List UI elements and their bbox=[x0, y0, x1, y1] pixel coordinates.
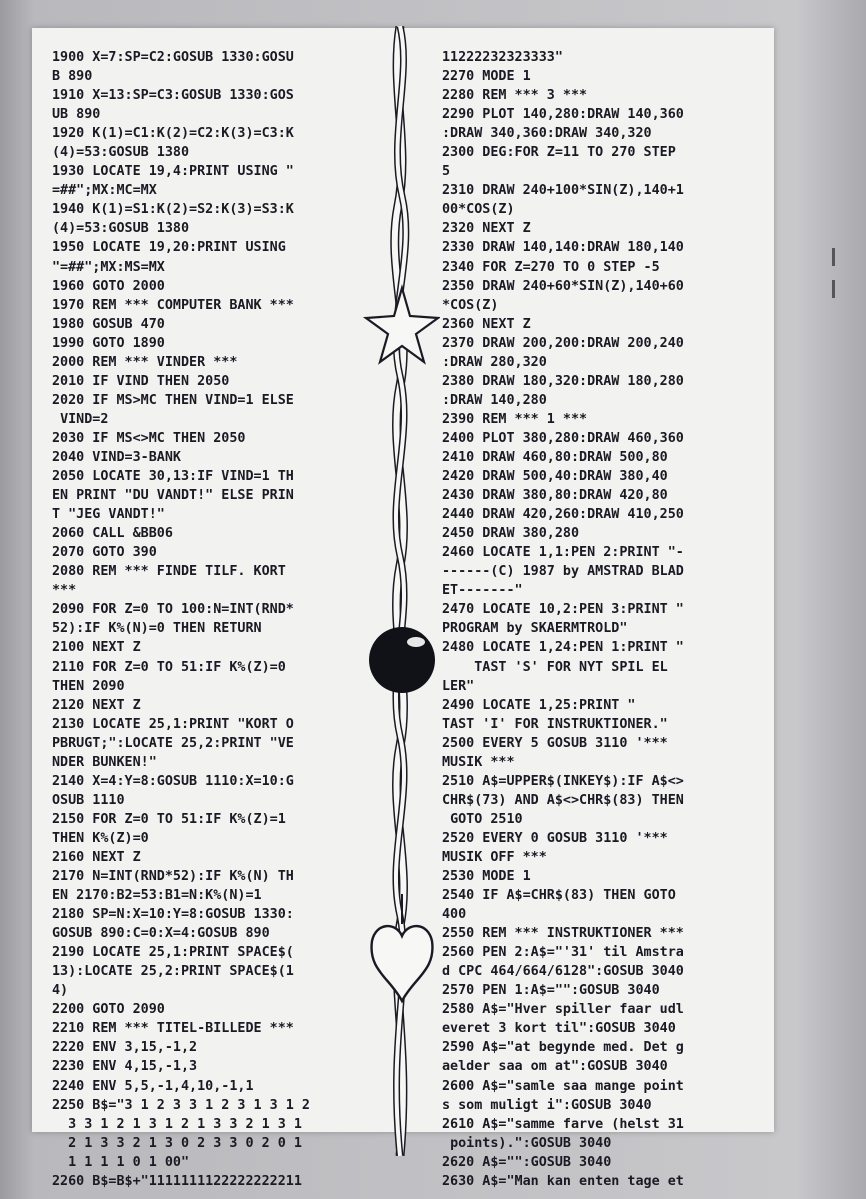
code-line: TAST 'S' FOR NYT SPIL EL bbox=[442, 659, 668, 675]
edge-mark bbox=[832, 248, 835, 266]
code-line: d CPC 464/664/6128":GOSUB 3040 bbox=[442, 964, 684, 980]
code-line: 2140 X=4:Y=8:GOSUB 1110:X=10:G bbox=[52, 773, 294, 789]
code-line: 1 1 1 1 0 1 00" bbox=[52, 1154, 190, 1170]
code-line: PBRUGT;":LOCATE 25,2:PRINT "VE bbox=[52, 735, 294, 751]
code-line: (4)=53:GOSUB 1380 bbox=[52, 145, 190, 161]
code-line: 2300 DEG:FOR Z=11 TO 270 STEP bbox=[442, 145, 676, 161]
code-line: GOTO 2510 bbox=[442, 811, 523, 827]
code-line: 2090 FOR Z=0 TO 100:N=INT(RND* bbox=[52, 602, 294, 618]
code-line: =##";MX:MC=MX bbox=[52, 183, 157, 199]
code-line: 2590 A$="at begynde med. Det g bbox=[442, 1040, 684, 1056]
code-line: :DRAW 340,360:DRAW 340,320 bbox=[442, 126, 652, 142]
code-line: 2460 LOCATE 1,1:PEN 2:PRINT "- bbox=[442, 545, 684, 561]
code-line: 2410 DRAW 460,80:DRAW 500,80 bbox=[442, 449, 668, 465]
code-line: 2550 REM *** INSTRUKTIONER *** bbox=[442, 926, 684, 942]
code-line: 13):LOCATE 25,2:PRINT SPACE$(1 bbox=[52, 964, 294, 980]
code-line: 2030 IF MS<>MC THEN 2050 bbox=[52, 430, 246, 446]
code-line: 2000 REM *** VINDER *** bbox=[52, 354, 238, 370]
heart-icon bbox=[372, 926, 433, 1001]
code-line: 2570 PEN 1:A$="":GOSUB 3040 bbox=[442, 983, 660, 999]
code-line: THEN 2090 bbox=[52, 678, 125, 694]
code-line: 2400 PLOT 380,280:DRAW 460,360 bbox=[442, 430, 684, 446]
code-line: 1980 GOSUB 470 bbox=[52, 316, 165, 332]
code-line: 2190 LOCATE 25,1:PRINT SPACE$( bbox=[52, 945, 294, 961]
code-line: *COS(Z) bbox=[442, 297, 499, 313]
code-line: VIND=2 bbox=[52, 411, 109, 427]
code-line: CHR$(73) AND A$<>CHR$(83) THEN bbox=[442, 792, 684, 808]
code-line: 1900 X=7:SP=C2:GOSUB 1330:GOSU bbox=[52, 50, 294, 65]
black-ball-icon bbox=[369, 627, 435, 693]
code-line: 2330 DRAW 140,140:DRAW 180,140 bbox=[442, 240, 684, 256]
code-line: :DRAW 140,280 bbox=[442, 392, 547, 408]
code-line: UB 890 bbox=[52, 107, 101, 123]
code-line: 2540 IF A$=CHR$(83) THEN GOTO bbox=[442, 888, 676, 904]
code-line: 2310 DRAW 240+100*SIN(Z),140+1 bbox=[442, 183, 684, 199]
code-line: points).":GOSUB 3040 bbox=[442, 1135, 612, 1151]
code-line: 2370 DRAW 200,200:DRAW 200,240 bbox=[442, 335, 684, 351]
code-line: OSUB 1110 bbox=[52, 792, 125, 808]
code-line: 2360 NEXT Z bbox=[442, 316, 531, 332]
code-line: 2170 N=INT(RND*52):IF K%(N) TH bbox=[52, 869, 294, 885]
code-line: 1950 LOCATE 19,20:PRINT USING bbox=[52, 240, 286, 256]
code-line: 2280 REM *** 3 *** bbox=[442, 88, 588, 104]
left-code-column bbox=[52, 48, 374, 1191]
code-line: 2450 DRAW 380,280 bbox=[442, 526, 580, 542]
code-line: (4)=53:GOSUB 1380 bbox=[52, 221, 190, 237]
code-line: EN 2170:B2=53:B1=N:K%(N)=1 bbox=[52, 888, 262, 904]
code-line: aelder saa om at":GOSUB 3040 bbox=[442, 1059, 668, 1075]
code-line: 2470 LOCATE 10,2:PEN 3:PRINT " bbox=[442, 602, 684, 618]
code-line: 2530 MODE 1 bbox=[442, 869, 531, 885]
code-line: 2380 DRAW 180,320:DRAW 180,280 bbox=[442, 373, 684, 389]
code-line: everet 3 kort til":GOSUB 3040 bbox=[442, 1021, 676, 1037]
code-line: 2100 NEXT Z bbox=[52, 640, 141, 656]
code-line: 2040 VIND=3-BANK bbox=[52, 449, 181, 465]
code-line: 4) bbox=[52, 983, 69, 999]
code-line: 5 bbox=[442, 164, 451, 180]
code-line: 2180 SP=N:X=10:Y=8:GOSUB 1330: bbox=[52, 907, 294, 923]
code-line: 1990 GOTO 1890 bbox=[52, 335, 165, 351]
code-line: 2120 NEXT Z bbox=[52, 697, 141, 713]
code-line: 2610 A$="samme farve (helst 31 bbox=[442, 1116, 684, 1132]
code-line: "=##";MX:MS=MX bbox=[52, 259, 165, 275]
code-line: 2110 FOR Z=0 TO 51:IF K%(Z)=0 bbox=[52, 659, 286, 675]
code-line: 2020 IF MS>MC THEN VIND=1 ELSE bbox=[52, 392, 294, 408]
code-line: NDER BUNKEN!" bbox=[52, 754, 157, 770]
code-line: 400 bbox=[442, 907, 467, 923]
code-line: 2320 NEXT Z bbox=[442, 221, 531, 237]
code-line: 2580 A$="Hver spiller faar udl bbox=[442, 1002, 684, 1018]
code-line: 1940 K(1)=S1:K(2)=S2:K(3)=S3:K bbox=[52, 202, 294, 218]
code-line: MUSIK *** bbox=[442, 754, 515, 770]
code-line: 2150 FOR Z=0 TO 51:IF K%(Z)=1 bbox=[52, 811, 286, 827]
code-line: 2340 FOR Z=270 TO 0 STEP -5 bbox=[442, 259, 660, 275]
code-line: MUSIK OFF *** bbox=[442, 849, 547, 865]
code-line: 2500 EVERY 5 GOSUB 3110 '*** bbox=[442, 735, 668, 751]
code-line: 52):IF K%(N)=0 THEN RETURN bbox=[52, 621, 262, 637]
code-line: 2130 LOCATE 25,1:PRINT "KORT O bbox=[52, 716, 294, 732]
code-line: 2070 GOTO 390 bbox=[52, 545, 157, 561]
code-line: 2630 A$="Man kan enten tage et bbox=[442, 1173, 684, 1189]
code-line: 2510 A$=UPPER$(INKEY$):IF A$<> bbox=[442, 773, 684, 789]
code-line: 2440 DRAW 420,260:DRAW 410,250 bbox=[442, 507, 684, 523]
code-line: 2420 DRAW 500,40:DRAW 380,40 bbox=[442, 469, 668, 485]
code-line: THEN K%(Z)=0 bbox=[52, 830, 149, 846]
right-code-column bbox=[442, 48, 768, 1191]
code-line: EN PRINT "DU VANDT!" ELSE PRIN bbox=[52, 488, 294, 504]
code-line: 2490 LOCATE 1,25:PRINT " bbox=[442, 697, 636, 713]
code-line: 2210 REM *** TITEL-BILLEDE *** bbox=[52, 1021, 294, 1037]
code-line: 1910 X=13:SP=C3:GOSUB 1330:GOS bbox=[52, 88, 294, 104]
code-line: LER" bbox=[442, 678, 475, 694]
code-line: 2600 A$="samle saa mange point bbox=[442, 1078, 684, 1094]
code-line: 2520 EVERY 0 GOSUB 3110 '*** bbox=[442, 830, 668, 846]
code-line: 2430 DRAW 380,80:DRAW 420,80 bbox=[442, 488, 668, 504]
code-line: 2230 ENV 4,15,-1,3 bbox=[52, 1059, 198, 1075]
code-line: 2390 REM *** 1 *** bbox=[442, 411, 588, 427]
code-line: 2270 MODE 1 bbox=[442, 69, 531, 85]
code-line: T "JEG VANDT!" bbox=[52, 507, 165, 523]
code-line: 2290 PLOT 140,280:DRAW 140,360 bbox=[442, 107, 684, 123]
code-line: 2240 ENV 5,5,-1,4,10,-1,1 bbox=[52, 1078, 254, 1094]
code-line: 3 3 1 2 1 3 1 2 1 3 3 2 1 3 1 bbox=[52, 1116, 302, 1132]
code-line: GOSUB 890:C=0:X=4:GOSUB 890 bbox=[52, 926, 270, 942]
code-line: 2480 LOCATE 1,24:PEN 1:PRINT " bbox=[442, 640, 684, 656]
code-line: *** bbox=[52, 583, 77, 599]
edge-mark bbox=[832, 280, 835, 298]
code-line: 2050 LOCATE 30,13:IF VIND=1 TH bbox=[52, 469, 294, 485]
ball-highlight bbox=[407, 637, 425, 647]
code-line: B 890 bbox=[52, 69, 93, 85]
code-line: TAST 'I' FOR INSTRUKTIONER." bbox=[442, 716, 668, 732]
code-line: 11222232323333" bbox=[442, 50, 563, 65]
code-line: 2160 NEXT Z bbox=[52, 849, 141, 865]
code-line: 2220 ENV 3,15,-1,2 bbox=[52, 1040, 198, 1056]
code-line: 2060 CALL &BB06 bbox=[52, 526, 173, 542]
code-line: :DRAW 280,320 bbox=[442, 354, 547, 370]
code-line: 2200 GOTO 2090 bbox=[52, 1002, 165, 1018]
code-line: 2560 PEN 2:A$="'31' til Amstra bbox=[442, 945, 684, 961]
code-line: 1930 LOCATE 19,4:PRINT USING " bbox=[52, 164, 294, 180]
code-line: 1970 REM *** COMPUTER BANK *** bbox=[52, 297, 294, 313]
rope-divider-illustration bbox=[360, 26, 440, 1156]
code-line: 1960 GOTO 2000 bbox=[52, 278, 165, 294]
code-line: 00*COS(Z) bbox=[442, 202, 515, 218]
code-line: 2620 A$="":GOSUB 3040 bbox=[442, 1154, 612, 1170]
code-line: PROGRAM by SKAERMTROLD" bbox=[442, 621, 628, 637]
code-line: s som muligt i":GOSUB 3040 bbox=[442, 1097, 652, 1113]
code-line: 2260 B$=B$+"1111111122222222211 bbox=[52, 1173, 302, 1189]
code-line: 2080 REM *** FINDE TILF. KORT bbox=[52, 564, 286, 580]
code-line: ------(C) 1987 by AMSTRAD BLAD bbox=[442, 564, 684, 580]
code-line: 2350 DRAW 240+60*SIN(Z),140+60 bbox=[442, 278, 684, 294]
code-line: 1920 K(1)=C1:K(2)=C2:K(3)=C3:K bbox=[52, 126, 294, 142]
code-line: ET-------" bbox=[442, 583, 523, 599]
code-line: 2010 IF VIND THEN 2050 bbox=[52, 373, 230, 389]
code-line: 2 1 3 3 2 1 3 0 2 3 3 0 2 0 1 bbox=[52, 1135, 302, 1151]
code-line: 2250 B$="3 1 2 3 3 1 2 3 1 3 1 2 bbox=[52, 1097, 310, 1113]
